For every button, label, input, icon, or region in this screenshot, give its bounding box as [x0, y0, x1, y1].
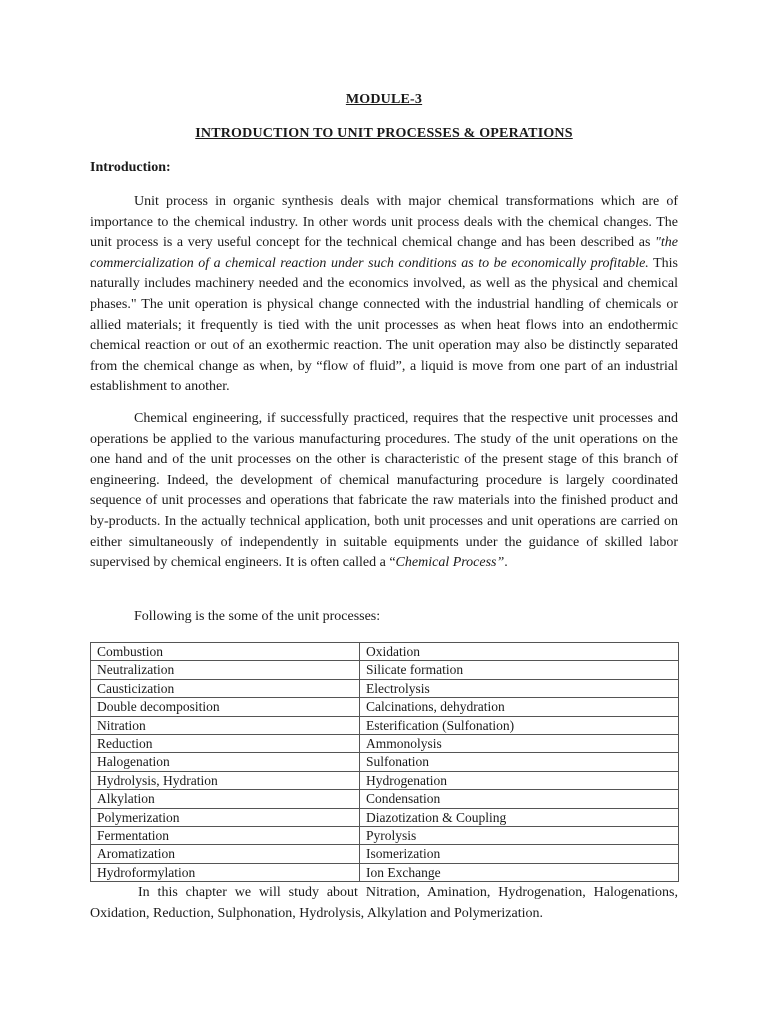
process-cell-right: Ammonolysis [360, 735, 679, 753]
table-lead-text: Following is the some of the unit processes: [134, 609, 381, 624]
table-row [91, 771, 679, 789]
process-cell-right: Sulfonation [360, 753, 679, 771]
process-cell-right: Silicate formation [360, 661, 679, 679]
table-row [91, 735, 679, 753]
definition-quote: "the commercialization of a chemical reaction under such conditions as to be economically profitable. [90, 235, 678, 271]
closing-paragraph: In this chapter we will study about Nitration, Amination, Hydrogenation, Halogenations, Oxidation, Reduction, Sulphonation, Hydrolysis, Alkylation and Polymerization. [90, 885, 678, 921]
process-cell-left: Polymerization [91, 808, 360, 826]
intro-paragraph-2: Chemical engineering, if successfully practiced, requires that the respective unit processes and operations be applied to the various manufacturing procedures. The study of the unit operations on the one hand and of the unit processes on the other is characteristic of the present stage of this branch of engineering. Indeed, the development of chemical manufacturing procedure is largely coordinated sequence of unit processes and operations that fabricate the raw materials into the finished product and by-products. In the actually technical application, both unit processes and unit operations are carried on either simultaneously of independently in suitable equipments under the guidance of skilled labor supervised by chemical engineers. It is often called a “Chemical Process”. [90, 411, 678, 571]
process-cell-right: Isomerization [360, 845, 679, 863]
table-row [91, 698, 679, 716]
process-cell-left: Hydroformylation [91, 863, 360, 881]
process-cell-left: Causticization [91, 679, 360, 697]
table-row [91, 643, 679, 661]
process-cell-left: Halogenation [91, 753, 360, 771]
process-cell-right: Electrolysis [360, 679, 679, 697]
table-row [91, 845, 679, 863]
process-cell-left: Hydrolysis, Hydration [91, 771, 360, 789]
process-cell-left: Reduction [91, 735, 360, 753]
module-title: MODULE-3 [345, 92, 423, 107]
chemical-process-term: Chemical Process” [395, 555, 505, 571]
section-heading: Introduction: [90, 160, 171, 175]
table-row [91, 808, 679, 826]
process-cell-right: Diazotization & Coupling [360, 808, 679, 826]
process-cell-right: Condensation [360, 790, 679, 808]
process-cell-left: Double decomposition [91, 698, 360, 716]
table-row [91, 661, 679, 679]
process-cell-left: Fermentation [91, 827, 360, 845]
process-cell-left: Combustion [91, 643, 360, 661]
process-cell-left: Aromatization [91, 845, 360, 863]
process-cell-right: Oxidation [360, 643, 679, 661]
table-row [91, 790, 679, 808]
process-cell-right: Ion Exchange [360, 863, 679, 881]
table-row [91, 827, 679, 845]
page-title: INTRODUCTION TO UNIT PROCESSES & OPERATIONS [195, 126, 573, 141]
process-cell-left: Neutralization [91, 661, 360, 679]
process-cell-right: Hydrogenation [360, 771, 679, 789]
table-row [91, 753, 679, 771]
intro-paragraph-1: Unit process in organic synthesis deals with major chemical transformations which are of importance to the chemical industry. In other words unit process deals with the chemical changes. The unit process is a very useful concept for the technical chemical change and has been described as "the commercialization of a chemical reaction under such conditions as to be economically profitable. This naturally includes machinery needed and the economics involved, as well as the physical and chemical phases." The unit operation is physical change connected with the industrial handling of chemicals or allied materials; it frequently is tied with the unit processes as when heat flows into an endothermic chemical reaction or out of an exothermic reaction. The unit operation may also be distinctly separated from the chemical change as when, by “flow of fluid”, a liquid is move from one part of an industrial establishment to another. [90, 194, 678, 395]
table-row [91, 679, 679, 697]
unit-processes-table [90, 642, 679, 882]
process-cell-right: Esterification (Sulfonation) [360, 716, 679, 734]
process-cell-right: Pyrolysis [360, 827, 679, 845]
table-row [91, 716, 679, 734]
process-cell-left: Alkylation [91, 790, 360, 808]
process-cell-right: Calcinations, dehydration [360, 698, 679, 716]
process-cell-left: Nitration [91, 716, 360, 734]
table-row [91, 863, 679, 881]
